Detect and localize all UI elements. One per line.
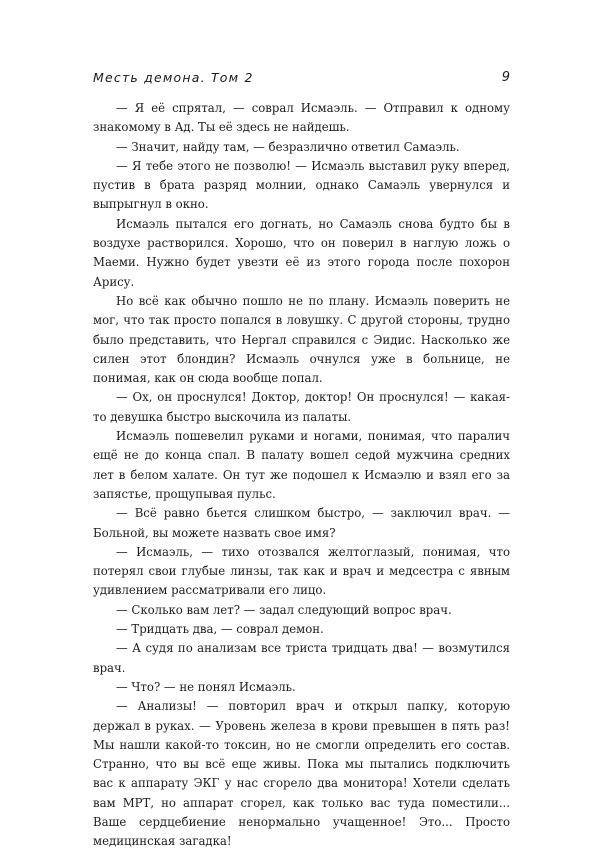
body-text bbox=[93, 99, 510, 852]
page-header bbox=[93, 67, 510, 87]
paragraph: Исмаэль пытался его догнать, но Самаэль снова будто бы в воздухе растворился. Хорошо, что он поверил в наглую ложь о Маеми. Нужно будет увезти её из этого города после похорон Арису. bbox=[93, 216, 510, 289]
paragraph: — Сколько вам лет? — задал следующий вопрос врач. bbox=[116, 602, 452, 617]
paragraph: — Ох, он проснулся! Доктор, доктор! Он проснулся! — какая-то девушка быстро выскочила из палаты. bbox=[93, 390, 510, 424]
page-number: 9 bbox=[501, 69, 510, 85]
paragraph: — Я её спрятал, — соврал Исмаэль. — Отправил к одному знакомому в Ад. Ты её здесь не найдешь. bbox=[93, 101, 510, 135]
paragraph: — А судя по анализам все триста тридцать два! — возмутился врач. bbox=[93, 641, 510, 675]
paragraph: — Что? — не понял Исмаэль. bbox=[116, 679, 296, 694]
paragraph: Но всё как обычно пошло не по плану. Исмаэль поверить не мог, что так просто попался в ловушку. С другой стороны, трудно было представить, что Нергал справился с Эидис. Насколько же силен этот блондин? Исмаэль очнулся уже в больнице, не понимая, как он сюда вообще попал. bbox=[93, 293, 510, 386]
paragraph: — Анализы! — повторил врач и открыл папку, которую держал в руках. — Уровень железа в крови превышен в пять раз! Мы нашли какой-то токсин, но не смогли определить его состав. Странно, что вы всё еще живы. Пока мы пытались подключить вас к аппарату ЭКГ у нас сгорело два монитора! Хотели сделать вам МРТ, но аппарат сгорел, как только вас туда поместили... Ваше сердцебиение ненормально учащенное! Это... Просто медицинская загадка! bbox=[93, 699, 510, 849]
running-title: Месть демона. Том 2 bbox=[93, 69, 254, 85]
paragraph: — Всё равно бьется слишком быстро, — заключил врач. — Больной, вы можете назвать свое имя? bbox=[93, 506, 510, 540]
paragraph: — Я тебе этого не позволю! — Исмаэль выставил руку вперед, пустив в брата разряд молнии, однако Самаэль увернулся и выпрыгнул в окно. bbox=[93, 158, 510, 212]
paragraph: Исмаэль пошевелил руками и ногами, понимая, что паралич ещё не до конца спал. В палату вошел седой мужчина средних лет в белом халате. Он тут же подошел к Исмаэлю и взял его за запястье, прощупывая пульс. bbox=[93, 429, 510, 501]
paragraph: — Значит, найду там, — безразлично ответил Самаэль. bbox=[116, 139, 460, 154]
paragraph: — Исмаэль, — тихо отозвался желтоглазый, понимая, что потерял свои глубые линзы, так как и врач и медсестра с явным удивлением рассматривали его лицо. bbox=[93, 544, 510, 598]
paragraph: — Тридцать два, — соврал демон. bbox=[116, 622, 324, 637]
